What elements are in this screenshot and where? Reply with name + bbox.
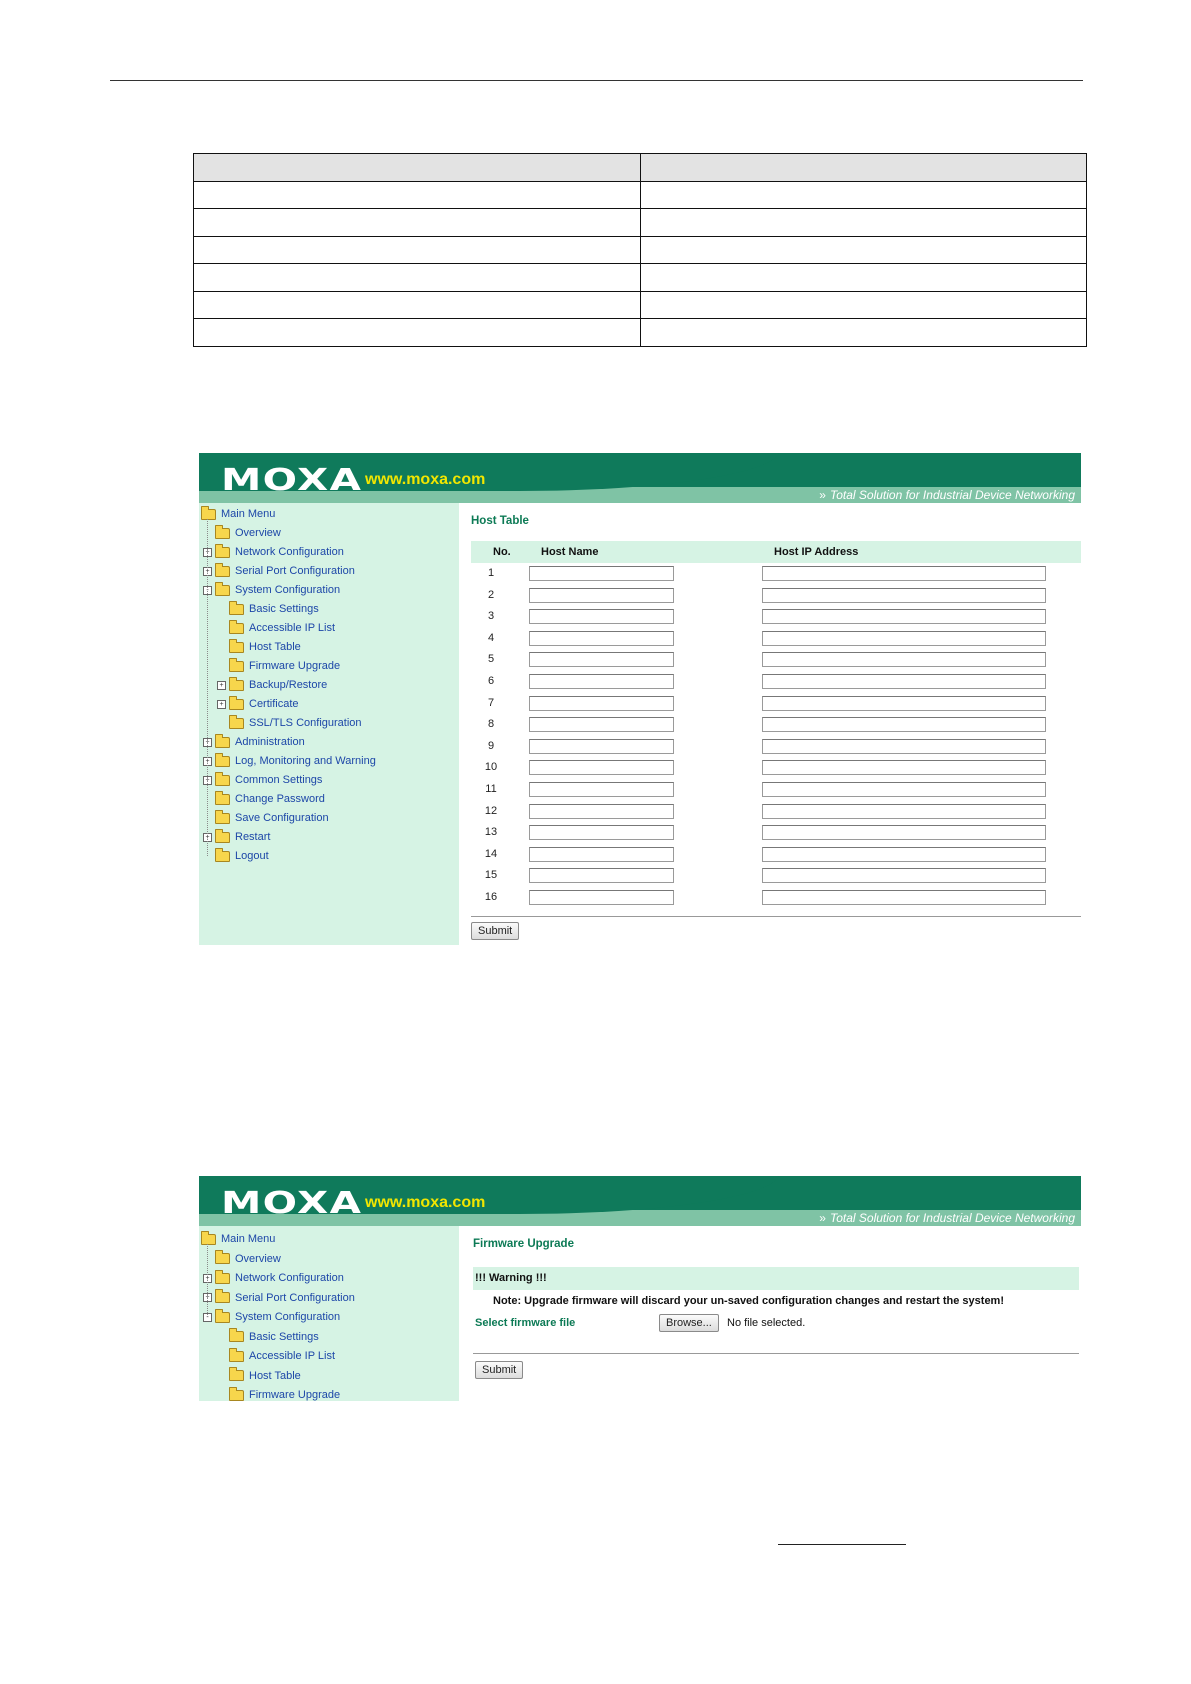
tree-root-label: Main Menu bbox=[221, 508, 276, 520]
tree-item[interactable] bbox=[203, 543, 344, 561]
folder-icon bbox=[215, 585, 230, 596]
page-header-rule bbox=[110, 80, 1083, 81]
file-status: No file selected. bbox=[727, 1317, 806, 1329]
row-number: 9 bbox=[487, 739, 495, 752]
folder-icon bbox=[229, 1390, 244, 1401]
host-name-input[interactable] bbox=[529, 890, 674, 905]
doc-table-row bbox=[194, 319, 1087, 347]
tree-item[interactable] bbox=[203, 581, 340, 599]
doc-table-row bbox=[194, 291, 1087, 319]
tree-root[interactable] bbox=[201, 1230, 275, 1248]
tree-item[interactable] bbox=[217, 1367, 301, 1385]
host-table-content bbox=[459, 503, 1081, 945]
expand-icon[interactable]: + bbox=[203, 776, 212, 785]
row-number: 11 bbox=[485, 783, 497, 795]
row-number: 8 bbox=[487, 718, 495, 731]
expand-icon[interactable]: + bbox=[203, 1274, 212, 1283]
tree-item-label: Administration bbox=[235, 736, 305, 748]
row-number: 1 bbox=[487, 567, 495, 579]
host-table-screenshot bbox=[199, 453, 1081, 945]
collapse-icon[interactable]: - bbox=[203, 586, 212, 595]
tree-item[interactable] bbox=[217, 619, 335, 637]
row-number: 12 bbox=[484, 804, 498, 817]
moxa-url[interactable]: www.moxa.com bbox=[365, 471, 486, 488]
tree-item[interactable] bbox=[203, 828, 270, 846]
host-name-input[interactable] bbox=[529, 847, 674, 862]
tree-item[interactable] bbox=[217, 657, 340, 675]
host-ip-input[interactable] bbox=[762, 566, 1046, 581]
host-ip-input[interactable] bbox=[762, 609, 1046, 624]
tree-item[interactable] bbox=[217, 600, 319, 618]
double-chevron-icon: » bbox=[819, 488, 826, 502]
tree-item[interactable] bbox=[217, 1386, 340, 1401]
browse-button[interactable]: Browse... bbox=[659, 1314, 719, 1332]
tagline-text: Total Solution for Industrial Device Networking bbox=[829, 488, 1075, 502]
select-firmware-label: Select firmware file bbox=[475, 1317, 576, 1329]
tree-item[interactable] bbox=[203, 1250, 281, 1268]
row-number: 16 bbox=[484, 891, 498, 903]
host-name-input[interactable] bbox=[529, 566, 674, 581]
host-ip-input[interactable] bbox=[762, 674, 1046, 689]
folder-icon bbox=[229, 642, 244, 653]
host-ip-input[interactable] bbox=[762, 847, 1046, 862]
row-number: 15 bbox=[484, 869, 498, 882]
host-ip-input[interactable] bbox=[762, 739, 1046, 754]
submit-button[interactable]: Submit bbox=[471, 922, 519, 940]
folder-icon bbox=[215, 737, 230, 748]
tree-item-label: Certificate bbox=[249, 698, 299, 710]
tree-item-label: Serial Port Configuration bbox=[235, 565, 355, 577]
col-host-ip-header: Host IP Address bbox=[774, 546, 859, 558]
host-name-input[interactable] bbox=[529, 804, 674, 819]
footer-underline bbox=[778, 1544, 906, 1545]
expand-icon[interactable]: + bbox=[217, 681, 226, 690]
tree-guide-line bbox=[207, 519, 208, 856]
tree-item[interactable] bbox=[203, 847, 269, 865]
host-name-input[interactable] bbox=[529, 739, 674, 754]
row-number: 13 bbox=[484, 826, 498, 839]
separator bbox=[471, 916, 1081, 917]
row-number: 6 bbox=[487, 675, 495, 687]
tree-item-label: Host Table bbox=[249, 641, 301, 653]
main-menu-sidebar bbox=[199, 503, 459, 945]
host-ip-input[interactable] bbox=[762, 868, 1046, 883]
doc-table-row bbox=[194, 209, 1087, 237]
host-ip-input[interactable] bbox=[762, 804, 1046, 819]
submit-button[interactable]: Submit bbox=[475, 1361, 523, 1379]
tree-root[interactable] bbox=[201, 505, 275, 523]
host-name-input[interactable] bbox=[529, 631, 674, 646]
warning-text: !!! Warning !!! bbox=[475, 1272, 547, 1284]
tree-item[interactable] bbox=[203, 524, 281, 542]
tree-item-label: Restart bbox=[235, 831, 271, 843]
folder-icon bbox=[229, 718, 244, 729]
folder-icon bbox=[229, 1351, 244, 1362]
tree-item-label: Overview bbox=[235, 1252, 281, 1265]
folder-icon bbox=[215, 832, 230, 843]
row-number: 5 bbox=[487, 653, 495, 666]
doc-table-row bbox=[194, 264, 1087, 292]
folder-icon bbox=[215, 1292, 230, 1303]
tree-item-label: Basic Settings bbox=[249, 1330, 319, 1343]
tree-item[interactable] bbox=[203, 790, 325, 808]
folder-icon bbox=[215, 813, 230, 824]
host-ip-input[interactable] bbox=[762, 890, 1046, 905]
tree-item[interactable] bbox=[217, 1347, 335, 1365]
tree-item-label: System Configuration bbox=[235, 584, 341, 596]
tree-item-label: Change Password bbox=[235, 793, 325, 805]
host-ip-input[interactable] bbox=[762, 652, 1046, 667]
folder-icon bbox=[215, 756, 230, 767]
folder-icon bbox=[229, 680, 244, 691]
folder-icon bbox=[215, 528, 230, 539]
doc-table-header-row bbox=[194, 154, 1087, 182]
col-host-name-header: Host Name bbox=[541, 546, 599, 558]
row-number: 4 bbox=[487, 631, 495, 644]
tree-item-label: Host Table bbox=[249, 1369, 301, 1382]
moxa-logo: MOXA bbox=[221, 1186, 363, 1221]
tree-item[interactable] bbox=[203, 809, 329, 827]
tree-item-label: System Configuration bbox=[235, 1311, 341, 1323]
moxa-logo: MOXA bbox=[221, 463, 363, 498]
tagline bbox=[819, 1211, 1075, 1225]
host-name-input[interactable] bbox=[529, 868, 674, 883]
tree-item-label: Firmware Upgrade bbox=[249, 1389, 341, 1401]
host-name-input[interactable] bbox=[529, 782, 674, 797]
tree-item-label: Basic Settings bbox=[249, 603, 319, 615]
tree-item[interactable] bbox=[203, 752, 376, 770]
tree-guide-line bbox=[207, 1244, 208, 1317]
tree-item-label: Log, Monitoring and Warning bbox=[235, 755, 376, 767]
folder-icon bbox=[229, 699, 244, 710]
tree-item-label: Serial Port Configuration bbox=[235, 1291, 355, 1304]
host-name-input[interactable] bbox=[529, 825, 674, 840]
host-ip-input[interactable] bbox=[762, 631, 1046, 646]
tree-item[interactable] bbox=[203, 771, 322, 789]
empty-doc-table bbox=[193, 153, 1087, 347]
firmware-upgrade-screenshot bbox=[199, 1176, 1081, 1401]
tagline-text: Total Solution for Industrial Device Networking bbox=[829, 1211, 1075, 1225]
host-name-input[interactable] bbox=[529, 717, 674, 732]
main-menu-sidebar bbox=[199, 1226, 459, 1401]
expand-icon[interactable]: + bbox=[203, 757, 212, 766]
host-name-input[interactable] bbox=[529, 696, 674, 711]
warning-row bbox=[473, 1267, 1079, 1290]
tree-item[interactable] bbox=[217, 676, 327, 694]
tree-root-label: Main Menu bbox=[221, 1233, 276, 1245]
open-folder-icon bbox=[201, 509, 216, 520]
folder-icon bbox=[229, 661, 244, 672]
folder-icon bbox=[215, 851, 230, 862]
doc-table-row bbox=[194, 236, 1087, 264]
expand-icon[interactable]: + bbox=[203, 738, 212, 747]
row-number: 3 bbox=[487, 610, 495, 623]
expand-icon[interactable]: + bbox=[203, 833, 212, 842]
doc-table-row bbox=[194, 181, 1087, 209]
folder-icon bbox=[215, 1312, 230, 1323]
folder-icon bbox=[215, 1253, 230, 1264]
tree-item-label: Backup/Restore bbox=[249, 679, 328, 691]
separator bbox=[473, 1353, 1079, 1354]
host-ip-input[interactable] bbox=[762, 696, 1046, 711]
tree-item-label: Accessible IP List bbox=[249, 1350, 336, 1362]
folder-icon bbox=[229, 623, 244, 634]
tree-item[interactable] bbox=[203, 1308, 340, 1326]
folder-icon bbox=[229, 1370, 244, 1381]
host-ip-input[interactable] bbox=[762, 782, 1046, 797]
tree-item-label: Network Configuration bbox=[235, 546, 344, 558]
col-no-header: No. bbox=[493, 546, 511, 558]
moxa-banner bbox=[199, 1176, 1081, 1226]
host-name-input[interactable] bbox=[529, 652, 674, 667]
tree-item-label: Network Configuration bbox=[235, 1272, 344, 1284]
row-number: 2 bbox=[487, 588, 495, 601]
folder-icon bbox=[215, 1273, 230, 1284]
folder-icon bbox=[215, 794, 230, 805]
tree-item-label: Logout bbox=[235, 850, 269, 862]
tree-item-label: Accessible IP List bbox=[249, 622, 336, 634]
tree-item[interactable] bbox=[217, 638, 301, 656]
row-number: 7 bbox=[487, 696, 495, 709]
host-name-input[interactable] bbox=[529, 674, 674, 689]
folder-icon bbox=[215, 547, 230, 558]
expand-icon[interactable]: + bbox=[203, 1293, 212, 1302]
folder-icon bbox=[229, 1331, 244, 1342]
page-title: Firmware Upgrade bbox=[473, 1238, 574, 1250]
moxa-banner bbox=[199, 453, 1081, 503]
expand-icon[interactable]: + bbox=[203, 548, 212, 557]
firmware-content bbox=[459, 1226, 1081, 1401]
host-ip-input[interactable] bbox=[762, 588, 1046, 603]
page-title: Host Table bbox=[471, 515, 529, 527]
tree-item-label: Common Settings bbox=[235, 774, 323, 786]
host-name-input[interactable] bbox=[529, 760, 674, 775]
tree-item[interactable] bbox=[217, 714, 362, 732]
tree-item[interactable] bbox=[217, 1328, 319, 1346]
tree-item-label: Save Configuration bbox=[235, 812, 329, 824]
moxa-url[interactable]: www.moxa.com bbox=[365, 1194, 486, 1211]
tree-item[interactable] bbox=[203, 1269, 344, 1287]
row-number: 10 bbox=[484, 761, 498, 774]
tree-item[interactable] bbox=[217, 695, 299, 713]
tree-item[interactable] bbox=[203, 1289, 355, 1307]
tree-item-label: Overview bbox=[235, 527, 281, 539]
folder-icon bbox=[229, 604, 244, 615]
tree-item-label: SSL/TLS Configuration bbox=[249, 717, 362, 729]
tree-item-label: Firmware Upgrade bbox=[249, 660, 341, 672]
host-table-header bbox=[471, 541, 1081, 563]
expand-icon[interactable]: + bbox=[203, 567, 212, 576]
row-number: 14 bbox=[484, 847, 498, 860]
double-chevron-icon: » bbox=[819, 1211, 826, 1225]
host-ip-input[interactable] bbox=[762, 825, 1046, 840]
host-name-input[interactable] bbox=[529, 588, 674, 603]
collapse-icon[interactable]: - bbox=[203, 1313, 212, 1322]
host-ip-input[interactable] bbox=[762, 717, 1046, 732]
tree-item[interactable] bbox=[203, 562, 355, 580]
tree-item[interactable] bbox=[203, 733, 305, 751]
tagline bbox=[819, 488, 1075, 502]
folder-icon bbox=[215, 775, 230, 786]
expand-icon[interactable]: + bbox=[217, 700, 226, 709]
open-folder-icon bbox=[201, 1234, 216, 1245]
folder-icon bbox=[215, 566, 230, 577]
host-ip-input[interactable] bbox=[762, 760, 1046, 775]
upgrade-note: Note: Upgrade firmware will discard your un-saved configuration changes and restart the system! bbox=[493, 1295, 1005, 1307]
host-name-input[interactable] bbox=[529, 609, 674, 624]
